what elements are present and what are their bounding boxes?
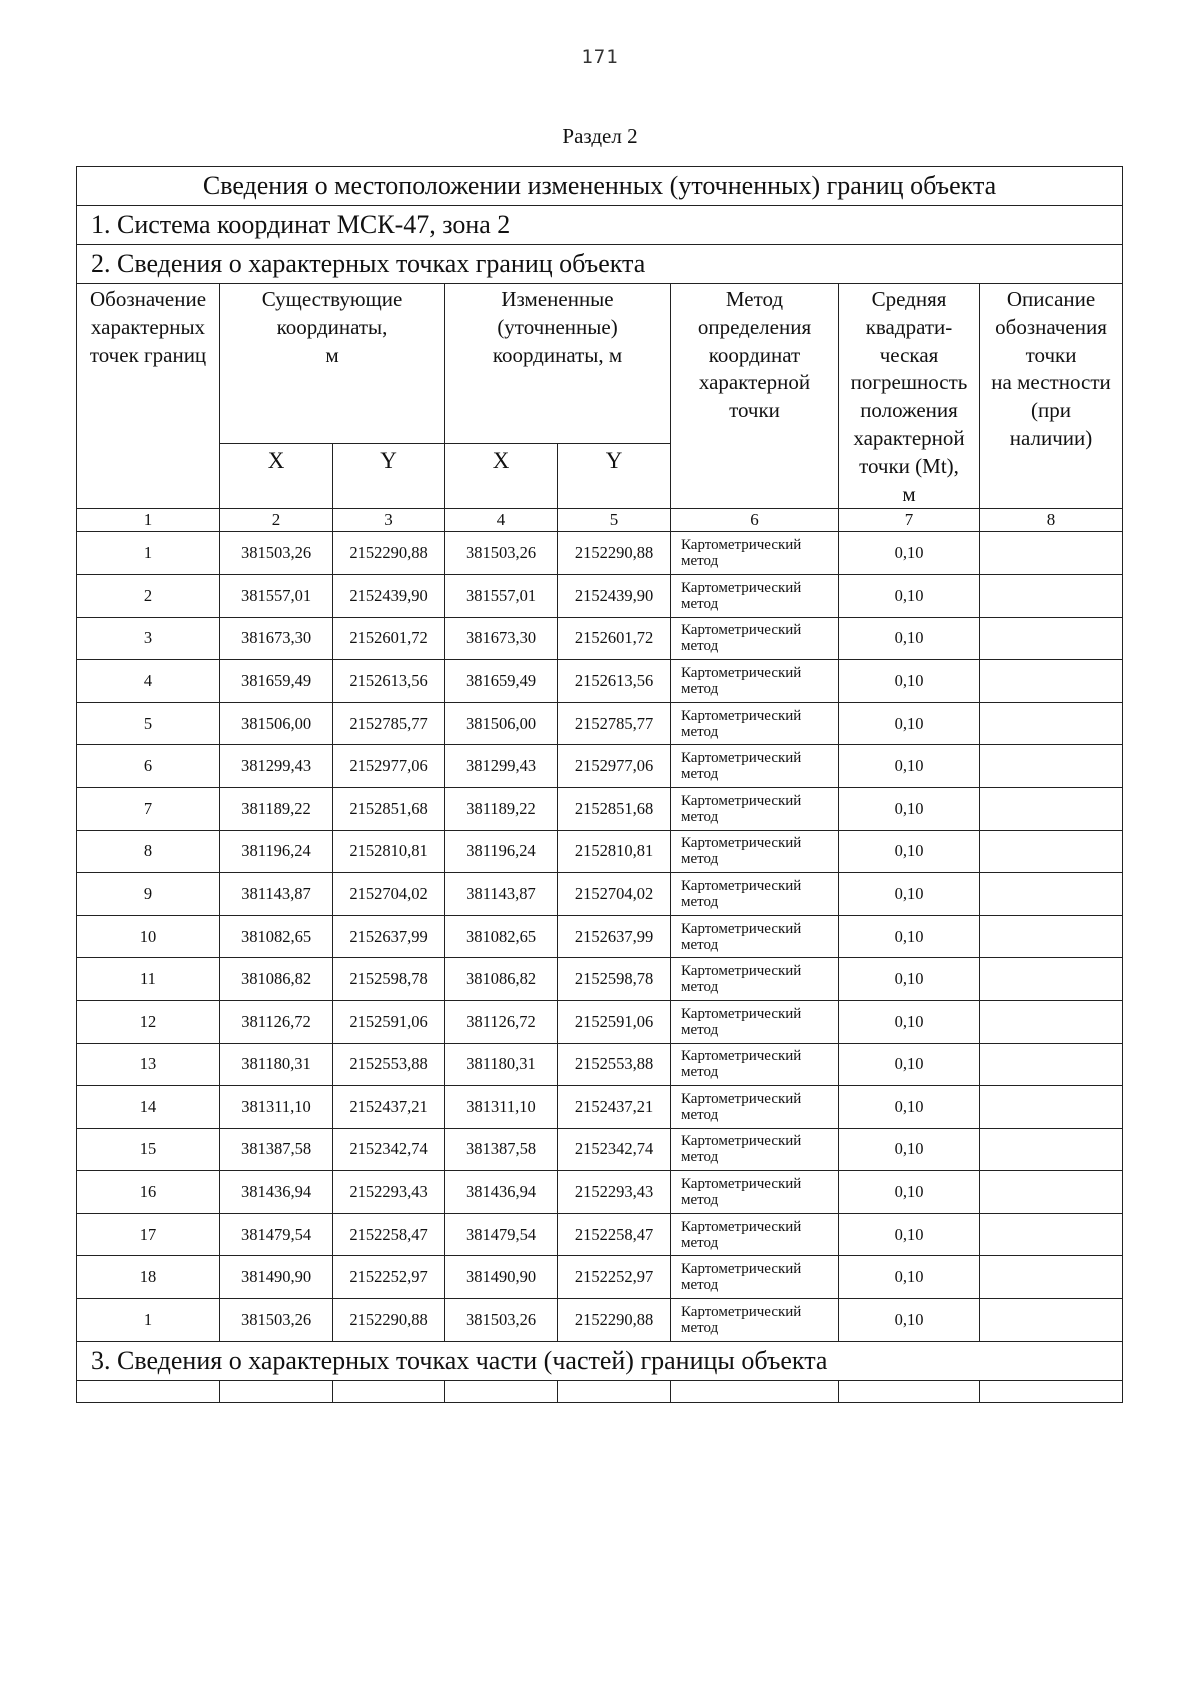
header-line: точек границ [89,342,207,367]
error-cell: 0,10 [839,1000,980,1043]
existing-y-cell: 2152601,72 [333,617,445,660]
table-row [77,1256,1123,1299]
description-cell [980,830,1123,873]
point-number-cell: 11 [77,958,220,1001]
error-cell: 0,10 [839,574,980,617]
header-line: координаты, [276,314,388,339]
header-line: характерной [698,370,811,395]
error-cell: 0,10 [839,1171,980,1214]
method-line: Картометрический [681,1133,802,1150]
changed-x-cell: 381311,10 [445,1086,558,1129]
existing-y-cell: 2152553,88 [333,1043,445,1086]
table-row [77,873,1123,916]
description-cell [980,787,1123,830]
changed-x-cell: 381082,65 [445,915,558,958]
column-number: 1 [77,509,220,532]
column-number-row [77,509,1123,532]
parts-heading: 3. Сведения о характерных точках части (частей) границы объекта [77,1341,1123,1380]
existing-x-cell: 381189,22 [220,787,333,830]
description-cell [980,915,1123,958]
existing-y-cell: 2152252,97 [333,1256,445,1299]
changed-x-cell: 381503,26 [445,1299,558,1342]
error-cell: 0,10 [839,1213,980,1256]
existing-y-cell: 2152637,99 [333,915,445,958]
header-line: (уточненные) [497,314,618,339]
error-cell: 0,10 [839,958,980,1001]
header-line: Описание [1006,287,1096,311]
method-line: метод [681,1234,719,1251]
description-cell [980,1256,1123,1299]
header-line: Обозначение [89,287,207,311]
header-line: Метод [725,287,784,311]
header-existing-y: Y [333,443,445,509]
method-line: Картометрический [681,622,802,639]
existing-x-cell: 381180,31 [220,1043,333,1086]
method-line: Картометрический [681,750,802,767]
method-line: метод [681,1319,719,1336]
existing-y-cell: 2152598,78 [333,958,445,1001]
header-line: квадрати- [865,314,953,339]
table-row [77,745,1123,788]
changed-y-cell: 2152252,97 [558,1256,671,1299]
point-number-cell: 15 [77,1128,220,1171]
method-cell [671,1299,839,1342]
existing-y-cell: 2152439,90 [333,574,445,617]
changed-x-cell: 381196,24 [445,830,558,873]
existing-y-cell: 2152977,06 [333,745,445,788]
changed-y-cell: 2152290,88 [558,1299,671,1342]
method-cell [671,787,839,830]
point-number-cell: 6 [77,745,220,788]
existing-y-cell: 2152293,43 [333,1171,445,1214]
method-line: Картометрический [681,1261,802,1278]
method-line: Картометрический [681,1176,802,1193]
header-line: м [325,342,339,367]
point-number-cell: 9 [77,873,220,916]
changed-x-cell: 381673,30 [445,617,558,660]
method-cell [671,617,839,660]
column-number: 4 [445,509,558,532]
table-row [77,1299,1123,1342]
column-number: 6 [671,509,839,532]
error-cell: 0,10 [839,1256,980,1299]
point-number-cell: 17 [77,1213,220,1256]
method-line: метод [681,936,719,953]
table-row [77,1128,1123,1171]
existing-x-cell: 381299,43 [220,745,333,788]
changed-x-cell: 381180,31 [445,1043,558,1086]
header-line: определения [697,314,812,339]
point-number-cell: 18 [77,1256,220,1299]
point-number-cell: 8 [77,830,220,873]
method-line: метод [681,851,719,868]
method-cell [671,1128,839,1171]
existing-y-cell: 2152290,88 [333,1299,445,1342]
header-line: м [902,481,916,506]
table-row [77,915,1123,958]
method-line: метод [681,1064,719,1081]
header-line: координаты, м [492,342,623,367]
method-line: Картометрический [681,963,802,980]
description-cell [980,1171,1123,1214]
method-cell [671,1000,839,1043]
method-cell [671,1213,839,1256]
table-cell [671,1380,839,1402]
existing-x-cell: 381126,72 [220,1000,333,1043]
changed-y-cell: 2152598,78 [558,958,671,1001]
header-changed-coordinates [445,284,671,444]
method-line: Картометрический [681,1005,802,1022]
method-line: Картометрический [681,707,802,724]
method-line: метод [681,723,719,740]
header-designation [77,284,220,509]
existing-x-cell: 381436,94 [220,1171,333,1214]
method-line: метод [681,1106,719,1123]
point-number-cell: 12 [77,1000,220,1043]
table-row [77,1213,1123,1256]
method-line: метод [681,595,719,612]
changed-y-cell: 2152591,06 [558,1000,671,1043]
changed-x-cell: 381436,94 [445,1171,558,1214]
existing-x-cell: 381659,49 [220,660,333,703]
table-cell [445,1380,558,1402]
method-line: метод [681,553,719,570]
error-cell: 0,10 [839,1086,980,1129]
error-cell: 0,10 [839,873,980,916]
section-title: Раздел 2 [562,124,638,148]
points-heading: 2. Сведения о характерных точках границ объекта [77,245,1123,284]
existing-x-cell: 381503,26 [220,532,333,575]
point-number-cell: 10 [77,915,220,958]
existing-x-cell: 381143,87 [220,873,333,916]
method-cell [671,532,839,575]
existing-y-cell: 2152437,21 [333,1086,445,1129]
error-cell: 0,10 [839,745,980,788]
description-cell [980,958,1123,1001]
description-cell [980,1213,1123,1256]
method-line: Картометрический [681,835,802,852]
table-row [77,574,1123,617]
changed-x-cell: 381189,22 [445,787,558,830]
header-changed-y: Y [558,443,671,509]
method-line: Картометрический [681,1048,802,1065]
method-cell [671,1043,839,1086]
table-row [77,617,1123,660]
error-cell: 0,10 [839,787,980,830]
table-cell [220,1380,333,1402]
method-line: Картометрический [681,1303,802,1320]
existing-y-cell: 2152613,56 [333,660,445,703]
point-number-cell: 16 [77,1171,220,1214]
existing-x-cell: 381479,54 [220,1213,333,1256]
error-cell: 0,10 [839,1043,980,1086]
table-row [77,1086,1123,1129]
existing-x-cell: 381506,00 [220,702,333,745]
header-line: Измененные [501,287,614,311]
changed-y-cell: 2152851,68 [558,787,671,830]
header-line: Существующие [261,287,403,311]
changed-x-cell: 381479,54 [445,1213,558,1256]
header-line: точки (Mt), [859,453,959,478]
changed-y-cell: 2152785,77 [558,702,671,745]
method-line: Картометрический [681,664,802,681]
description-cell [980,660,1123,703]
changed-x-cell: 381143,87 [445,873,558,916]
table-cell [839,1380,980,1402]
method-line: Картометрический [681,1090,802,1107]
header-error [839,284,980,509]
changed-x-cell: 381126,72 [445,1000,558,1043]
table-row [77,1000,1123,1043]
header-line: Средняя [871,287,947,311]
description-cell [980,1128,1123,1171]
method-line: метод [681,1277,719,1294]
header-line: точки [1025,342,1077,367]
header-line: положения [860,398,958,423]
method-line: Картометрический [681,1218,802,1235]
column-number: 3 [333,509,445,532]
table-row [77,1171,1123,1214]
point-number-cell: 2 [77,574,220,617]
table-row [77,1043,1123,1086]
column-number: 5 [558,509,671,532]
changed-y-cell: 2152601,72 [558,617,671,660]
error-cell: 0,10 [839,660,980,703]
boundary-table [76,166,1123,1403]
method-cell [671,745,839,788]
method-line: Картометрический [681,920,802,937]
existing-y-cell: 2152258,47 [333,1213,445,1256]
existing-x-cell: 381082,65 [220,915,333,958]
existing-x-cell: 381086,82 [220,958,333,1001]
column-number: 8 [980,509,1123,532]
changed-x-cell: 381299,43 [445,745,558,788]
method-cell [671,1086,839,1129]
method-line: Картометрический [681,537,802,554]
table-cell [980,1380,1123,1402]
table-title: Сведения о местоположении измененных (уточненных) границ объекта [77,167,1123,206]
method-line: Картометрический [681,877,802,894]
error-cell: 0,10 [839,617,980,660]
method-cell [671,660,839,703]
method-cell [671,830,839,873]
changed-y-cell: 2152810,81 [558,830,671,873]
method-cell [671,915,839,958]
table-row [77,702,1123,745]
description-cell [980,1086,1123,1129]
header-line: характерных [90,314,206,339]
method-line: метод [681,1149,719,1166]
header-line: координат [708,342,801,367]
changed-x-cell: 381387,58 [445,1128,558,1171]
existing-x-cell: 381557,01 [220,574,333,617]
header-line: на местности [991,370,1111,395]
header-existing-coordinates [220,284,445,444]
description-cell [980,1000,1123,1043]
header-method [671,284,839,509]
description-cell [980,617,1123,660]
method-line: метод [681,680,719,697]
method-line: Картометрический [681,792,802,809]
header-line: обозначения [995,314,1107,339]
method-cell [671,1171,839,1214]
description-cell [980,1299,1123,1342]
header-description [980,284,1123,509]
description-cell [980,702,1123,745]
column-number: 7 [839,509,980,532]
point-number-cell: 14 [77,1086,220,1129]
coord-system-heading: 1. Система координат МСК-47, зона 2 [77,206,1123,245]
changed-y-cell: 2152553,88 [558,1043,671,1086]
changed-y-cell: 2152258,47 [558,1213,671,1256]
method-line: Картометрический [681,579,802,596]
method-line: метод [681,1192,719,1209]
error-cell: 0,10 [839,915,980,958]
existing-x-cell: 381311,10 [220,1086,333,1129]
method-line: метод [681,979,719,996]
method-line: метод [681,893,719,910]
method-line: метод [681,808,719,825]
description-cell [980,745,1123,788]
existing-x-cell: 381503,26 [220,1299,333,1342]
table-row [77,660,1123,703]
table-cell [558,1380,671,1402]
header-line: погрешность [850,370,968,395]
table-row [77,787,1123,830]
description-cell [980,574,1123,617]
existing-x-cell: 381196,24 [220,830,333,873]
changed-y-cell: 2152977,06 [558,745,671,788]
table-row [77,958,1123,1001]
header-changed-x: X [445,443,558,509]
changed-y-cell: 2152290,88 [558,532,671,575]
description-cell [980,1043,1123,1086]
error-cell: 0,10 [839,532,980,575]
table-cell [77,1380,220,1402]
column-number: 2 [220,509,333,532]
changed-y-cell: 2152613,56 [558,660,671,703]
existing-y-cell: 2152591,06 [333,1000,445,1043]
changed-y-cell: 2152439,90 [558,574,671,617]
existing-y-cell: 2152342,74 [333,1128,445,1171]
changed-x-cell: 381086,82 [445,958,558,1001]
existing-x-cell: 381673,30 [220,617,333,660]
method-cell [671,1256,839,1299]
error-cell: 0,10 [839,1128,980,1171]
existing-x-cell: 381490,90 [220,1256,333,1299]
changed-y-cell: 2152637,99 [558,915,671,958]
point-number-cell: 13 [77,1043,220,1086]
point-number-cell: 1 [77,532,220,575]
table-cell [333,1380,445,1402]
header-existing-x: X [220,443,333,509]
header-line: наличии) [1009,425,1093,450]
point-number-cell: 5 [77,702,220,745]
method-cell [671,873,839,916]
error-cell: 0,10 [839,702,980,745]
existing-x-cell: 381387,58 [220,1128,333,1171]
method-cell [671,958,839,1001]
header-line: характерной [853,425,965,450]
point-number-cell: 7 [77,787,220,830]
changed-x-cell: 381503,26 [445,532,558,575]
method-line: метод [681,1021,719,1038]
point-number-cell: 4 [77,660,220,703]
header-line: точки [729,398,780,423]
table-row [77,532,1123,575]
existing-y-cell: 2152810,81 [333,830,445,873]
page-number: 171 [581,46,619,68]
error-cell: 0,10 [839,830,980,873]
empty-row [77,1380,1123,1402]
description-cell [980,532,1123,575]
method-line: метод [681,766,719,783]
existing-y-cell: 2152290,88 [333,532,445,575]
description-cell [980,873,1123,916]
header-line: (при [1031,398,1072,423]
point-number-cell: 3 [77,617,220,660]
error-cell: 0,10 [839,1299,980,1342]
changed-x-cell: 381659,49 [445,660,558,703]
method-cell [671,574,839,617]
existing-y-cell: 2152851,68 [333,787,445,830]
header-line: ческая [879,342,939,367]
changed-x-cell: 381490,90 [445,1256,558,1299]
point-number-cell: 1 [77,1299,220,1342]
existing-y-cell: 2152785,77 [333,702,445,745]
method-line: метод [681,638,719,655]
existing-y-cell: 2152704,02 [333,873,445,916]
table-row [77,830,1123,873]
changed-x-cell: 381506,00 [445,702,558,745]
method-cell [671,702,839,745]
changed-y-cell: 2152704,02 [558,873,671,916]
changed-y-cell: 2152293,43 [558,1171,671,1214]
changed-y-cell: 2152437,21 [558,1086,671,1129]
changed-x-cell: 381557,01 [445,574,558,617]
changed-y-cell: 2152342,74 [558,1128,671,1171]
